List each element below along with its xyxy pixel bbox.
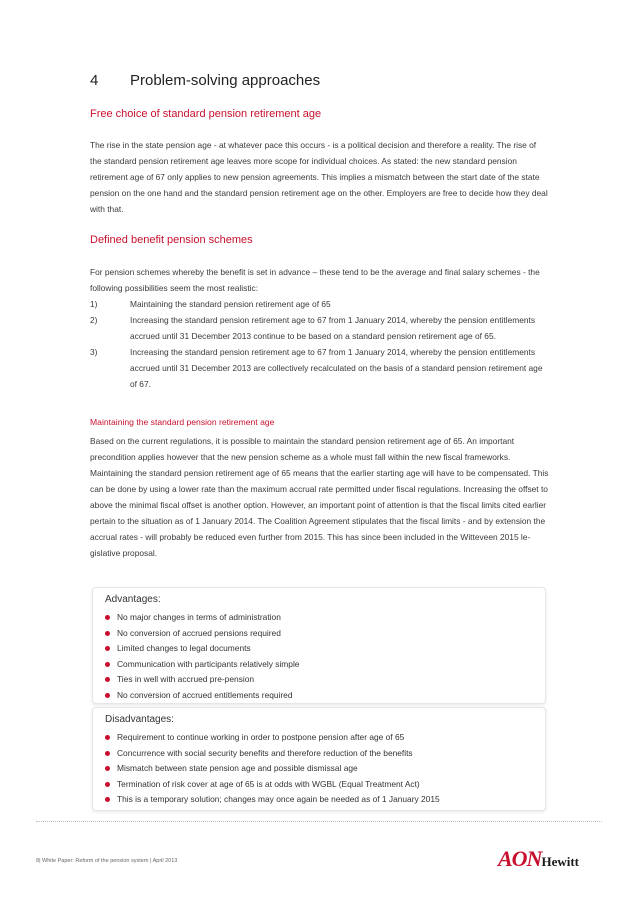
bullet-dot-icon — [105, 782, 110, 787]
bullet-dot-icon — [105, 631, 110, 636]
footer-separator: | — [39, 858, 43, 864]
list-item — [90, 312, 550, 344]
bullet-dot-icon — [105, 693, 110, 698]
page-number: 8 — [36, 858, 40, 864]
list-item — [105, 610, 299, 626]
footer-divider — [36, 821, 602, 822]
aon-hewitt-logo — [498, 846, 579, 872]
bullet-dot-icon — [105, 751, 110, 756]
bullet-dot-icon — [105, 662, 110, 667]
list-item — [90, 296, 550, 312]
list-item-number: 2) — [90, 315, 98, 325]
section-heading-defined-benefit: Defined benefit pension schemes — [90, 234, 253, 246]
list-item — [105, 641, 299, 657]
list-item-text: No conversion of accrued pensions required — [117, 627, 281, 638]
list-item-text: No conversion of accrued entitlements required — [117, 689, 293, 700]
list-item — [105, 730, 440, 746]
list-item — [90, 344, 550, 392]
list-item — [105, 746, 440, 762]
bullet-dot-icon — [105, 646, 110, 651]
disadvantages-list — [105, 730, 440, 808]
list-item-text: Concurrence with social security benefits and therefore reduction of the benefits — [117, 747, 413, 758]
section-heading-free-choice: Free choice of standard pension retirement age — [90, 108, 322, 120]
list-item-text: Increasing the standard pension retirement age to 67 from 1 January 2014, whereby the pension entitlements accrued until 31 December 2013 continue to be based on a standard pension retirement age of 65. — [130, 315, 536, 341]
paragraph-maintaining: Based on the current regulations, it is possible to maintain the standard pension retirement age of 65. An important precondition applies however that the new pension scheme as a whole must fall within the new fiscal frameworks. Maintaining the standard pension retirement age of 65 means that the earlier starting age will have to be compensated. This can be done by using a lower rate than the maximum accrual rate permitted under fiscal regulations. Increasing the offset to above the minimal fiscal offset is another option. However, an important point of attention is that the fiscal limits cited earlier pertain to the situation as of 1 January 2014. The Coalition Agreement stipulates that the fiscal limits - and by extension the accrual rates - will probably be reduced even further from 2015. This has since been included in the Witteveen 2015 le-gislative proposal. — [90, 436, 549, 558]
section-heading-maintaining: Maintaining the standard pension retirement age — [90, 417, 275, 427]
chapter-title: Problem-solving approaches — [130, 72, 321, 89]
list-item-number: 3) — [90, 347, 98, 357]
bullet-dot-icon — [105, 735, 110, 740]
bullet-dot-icon — [105, 797, 110, 802]
bullet-dot-icon — [105, 615, 110, 620]
chapter-number: 4 — [90, 72, 99, 89]
bullet-dot-icon — [105, 677, 110, 682]
list-item — [105, 672, 299, 688]
list-item-text: Maintaining the standard pension retirement age of 65 — [130, 299, 331, 309]
list-item-text: This is a temporary solution; changes may once again be needed as of 1 January 2015 — [117, 794, 440, 805]
list-item-text: No major changes in terms of administration — [117, 612, 281, 622]
page-footer — [36, 858, 177, 864]
list-item-text: Limited changes to legal documents — [117, 643, 251, 654]
list-item-text: Mismatch between state pension age and possible dismissal age — [117, 763, 358, 774]
list-item — [105, 688, 299, 704]
chapter-heading — [90, 72, 320, 89]
list-item-number: 1) — [90, 299, 98, 309]
advantages-list — [105, 610, 299, 704]
list-item — [105, 626, 299, 642]
logo-brand: AON — [498, 846, 542, 871]
list-item-text: Ties in well with accrued pre-pension — [117, 674, 255, 685]
list-item — [105, 792, 440, 808]
advantages-box — [92, 587, 546, 704]
logo-suffix: Hewitt — [541, 854, 579, 869]
advantages-title: Advantages: — [105, 594, 161, 605]
options-list — [90, 296, 550, 392]
list-item-text: Increasing the standard pension retirement age to 67 from 1 January 2014, whereby the pension entitlements accrued until 31 December 2013 are collectively recalculated on the basis of a standard pension retirement age of 67. — [130, 347, 543, 389]
paragraph-free-choice: The rise in the state pension age - at whatever pace this occurs - is a political decision and therefore a reality. The rise of the standard pension retirement age leaves more scope for individual choices. As stated: the new standard pension retirement age of 67 only applies to new pension agreements. This implies a mismatch between the start date of the state pension on the one hand and the standard pension retirement age on the other. Employers are free to decide how they deal with that. — [90, 140, 548, 214]
list-item-text: Requirement to continue working in order to postpone pension after age of 65 — [117, 732, 405, 742]
list-item — [105, 761, 440, 777]
paragraph-defined-benefit-intro: For pension schemes whereby the benefit is set in advance – these tend to be the average and final salary schemes - the following possibilities seem the most realistic: — [90, 267, 540, 293]
list-item-text: Communication with participants relatively simple — [117, 658, 300, 669]
list-item — [105, 777, 440, 793]
footer-text: White Paper: Reform of the pension system | April 2013 — [42, 858, 178, 864]
bullet-dot-icon — [105, 766, 110, 771]
disadvantages-title: Disadvantages: — [105, 714, 174, 725]
list-item-text: Termination of risk cover at age of 65 is at odds with WGBL (Equal Treatment Act) — [117, 778, 420, 789]
list-item — [105, 657, 299, 673]
disadvantages-box — [92, 707, 546, 811]
